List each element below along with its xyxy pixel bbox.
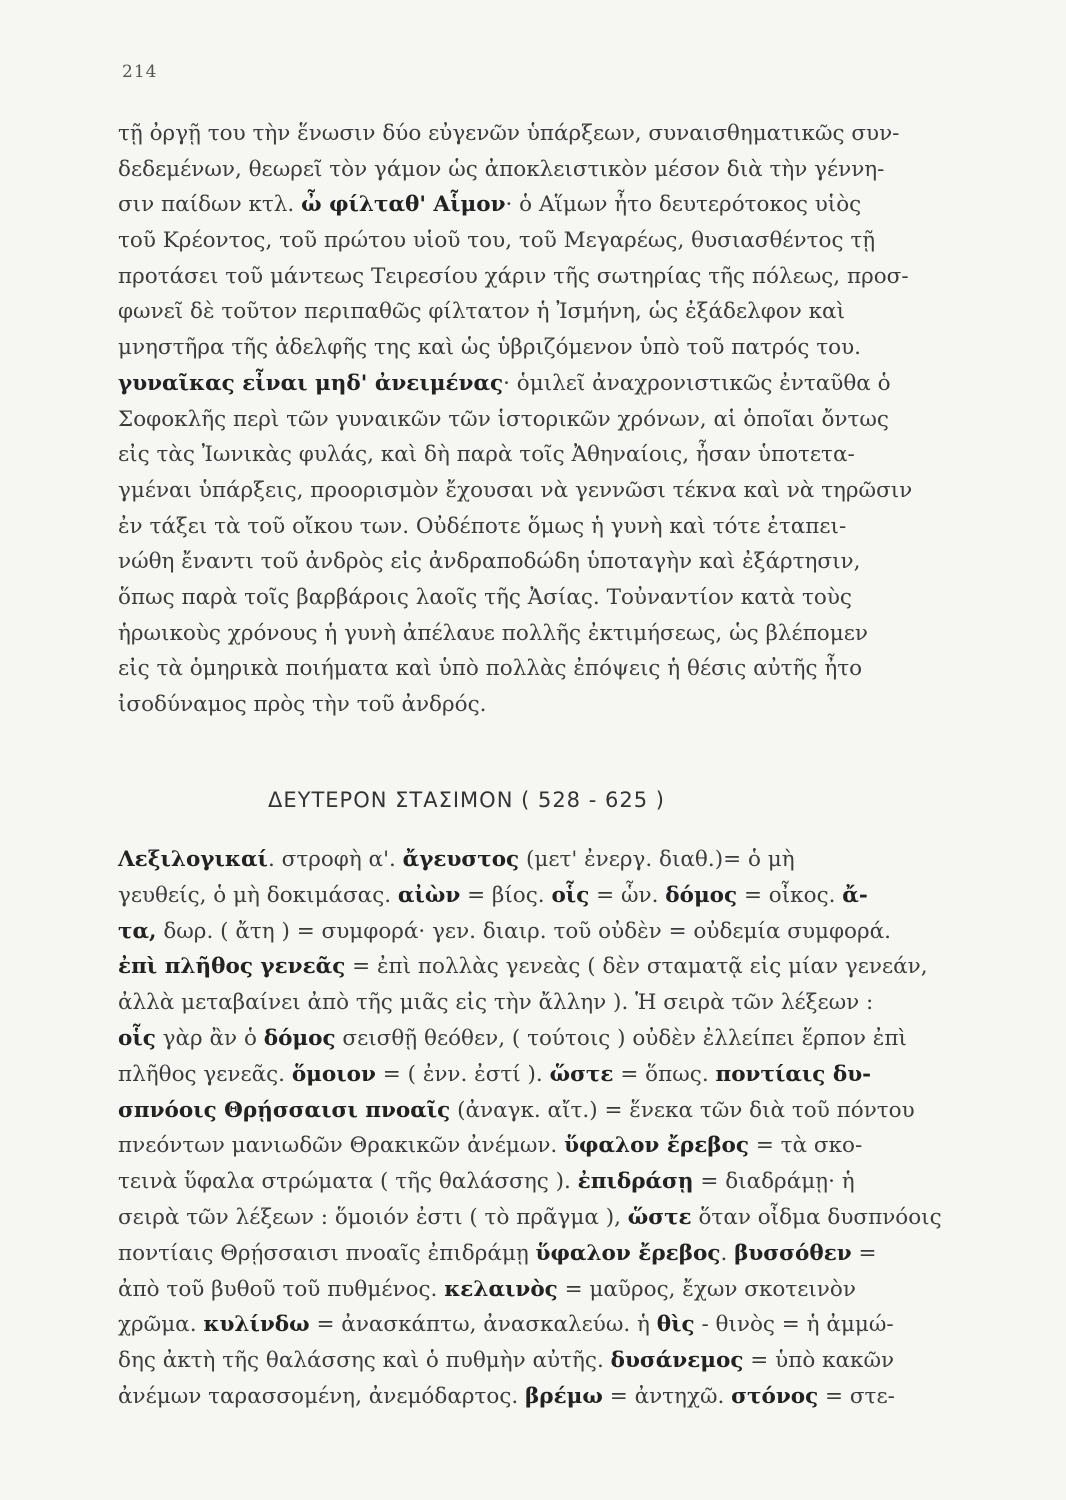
text-line: Σοφοκλῆς περὶ τῶν γυναικῶν τῶν ἱστορικῶν χρόνων, αἱ ὁποῖαι ὄντως <box>118 406 889 432</box>
text-line: γευθείς, ὁ μὴ δοκιμάσας. αἰὼν = βίος. οἷς = ὧν. δόμος = οἶκος. ἄ- <box>118 882 868 908</box>
glossary-text <box>118 842 1018 1415</box>
commentary-text <box>118 116 1018 723</box>
text-line: γμέναι ὑπάρξεις, προορισμὸν ἔχουσαι νὰ γεννῶσι τέκνα καὶ νὰ τηρῶσιν <box>118 477 913 503</box>
text-line: σπνόοις Θρῄσσαισι πνοαῖς (ἀναγκ. αἴτ.) = ἕνεκα τῶν διὰ τοῦ πόντου <box>118 1097 915 1123</box>
text-line: εἰς τὰ ὁμηρικὰ ποιήματα καὶ ὑπὸ πολλὰς ἐπόψεις ἡ θέσις αὐτῆς ἦτο <box>118 656 863 682</box>
text-line: ἰσοδύναμος πρὸς τὴν τοῦ ἀνδρός. <box>118 692 487 717</box>
text-line: πλῆθος γενεᾶς. ὅμοιον = ( ἐνν. ἐστί ). ὥστε = ὅπως. ποντίαις δυ- <box>118 1061 872 1087</box>
text-line: Λεξιλογικαί. στροφὴ α'. ἄγευστος (μετ' ἐνεργ. διαθ.)= ὁ μὴ <box>118 847 795 872</box>
text-line: ἡρωικοὺς χρόνους ἡ γυνὴ ἀπέλαυε πολλῆς ἐκτιμήσεως, ὡς βλέπομεν <box>118 620 868 646</box>
text-line: γυναῖκας εἶναι μηδ' ἀνειμένας· ὁμιλεῖ ἀναχρονιστικῶς ἐνταῦθα ὁ <box>118 370 891 396</box>
text-line: προτάσει τοῦ μάντεως Τειρεσίου χάριν τῆς σωτηρίας τῆς πόλεως, προσ- <box>118 263 909 289</box>
text-line: σιν παίδων κτλ. ὦ φίλταθ' Αἷμον· ὁ Αἵμων ἦτο δευτερότοκος υἱὸς <box>118 192 862 218</box>
text-line: πνεόντων μανιωδῶν Θρακικῶν ἀνέμων. ὕφαλον ἔρεβος = τὰ σκο- <box>118 1133 863 1159</box>
text-line: εἰς τὰς Ἰωνικὰς φυλάς, καὶ δὴ παρὰ τοῖς Ἀθηναίοις, ἦσαν ὑποτετα- <box>118 442 855 468</box>
text-line: τα, δωρ. ( ἄτη ) = συμφορά· γεν. διαιρ. τοῦ οὐδὲν = οὐδεμία συμφορά. <box>118 918 891 944</box>
text-line: σειρὰ τῶν λέξεων : ὅμοιόν ἐστι ( τὸ πρᾶγμα ), ὥστε ὅταν οἶδμα δυσπνόοις <box>118 1204 942 1230</box>
text-line: τεινὰ ὕφαλα στρώματα ( τῆς θαλάσσης ). ἐπιδράσῃ = διαδράμῃ· ἡ <box>118 1169 855 1195</box>
text-line: δης ἀκτὴ τῆς θαλάσσης καὶ ὁ πυθμὴν αὐτῆς. δυσάνεμος = ὑπὸ κακῶν <box>118 1348 895 1374</box>
text-line: ἀπὸ τοῦ βυθοῦ τοῦ πυθμένος. κελαινὸς = μαῦρος, ἔχων σκοτεινὸν <box>118 1276 856 1302</box>
text-line: ὅπως παρὰ τοῖς βαρβάροις λαοῖς τῆς Ἀσίας. Τοὐναντίον κατὰ τοὺς <box>118 584 852 610</box>
text-line: φωνεῖ δὲ τοῦτον περιπαθῶς φίλτατον ἡ Ἰσμήνη, ὡς ἐξάδελφον καὶ <box>118 299 846 325</box>
text-line: ἀλλὰ μεταβαίνει ἀπὸ τῆς μιᾶς εἰς τὴν ἄλλην ). Ἡ σειρὰ τῶν λέξεων : <box>118 990 874 1016</box>
text-line: τοῦ Κρέοντος, τοῦ πρώτου υἱοῦ του, τοῦ Μεγαρέως, θυσιασθέντος τῇ <box>118 228 876 254</box>
text-line: ἐπὶ πλῆθος γενεᾶς = ἐπὶ πολλὰς γενεὰς ( δὲν σταματᾷ εἰς μίαν γενεάν, <box>118 954 928 980</box>
text-line: ἀνέμων ταρασσομένη, ἀνεμόδαρτος. βρέμω = ἀντηχῶ. στόνος = στε- <box>118 1383 895 1409</box>
text-line: ἐν τάξει τὰ τοῦ οἴκου των. Οὐδέποτε ὅμως ἡ γυνὴ καὶ τότε ἐταπει- <box>118 513 847 539</box>
page-number: 214 <box>122 62 158 82</box>
text-line: δεδεμένων, θεωρεῖ τὸν γάμον ὡς ἀποκλειστικὸν μέσον διὰ τὴν γέννη- <box>118 156 885 182</box>
section-heading: ΔΕΥΤΕΡΟΝ ΣΤΑΣΙΜΟΝ ( 528 - 625 ) <box>268 788 665 812</box>
text-line: τῇ ὀργῇ του τὴν ἕνωσιν δύο εὐγενῶν ὑπάρξεων, συναισθηματικῶς συν- <box>118 121 900 146</box>
text-line: ποντίαις Θρῄσσαισι πνοαῖς ἐπιδράμῃ ὕφαλον ἔρεβος. βυσσόθεν = <box>118 1240 877 1266</box>
text-line: μνηστῆρα τῆς ἀδελφῆς της καὶ ὡς ὑβριζόμενον ὑπὸ τοῦ πατρός του. <box>118 335 861 361</box>
text-line: χρῶμα. κυλίνδω = ἀνασκάπτω, ἀνασκαλεύω. ἡ θὶς - θινὸς = ἡ ἀμμώ- <box>118 1312 894 1338</box>
text-line: νώθη ἔναντι τοῦ ἀνδρὸς εἰς ἀνδραποδώδη ὑποταγὴν καὶ ἐξάρτησιν, <box>118 549 861 575</box>
text-line: οἷς γὰρ ἂν ὁ δόμος σεισθῇ θεόθεν, ( τούτοις ) οὐδὲν ἐλλείπει ἕρπον ἐπὶ <box>118 1025 907 1051</box>
